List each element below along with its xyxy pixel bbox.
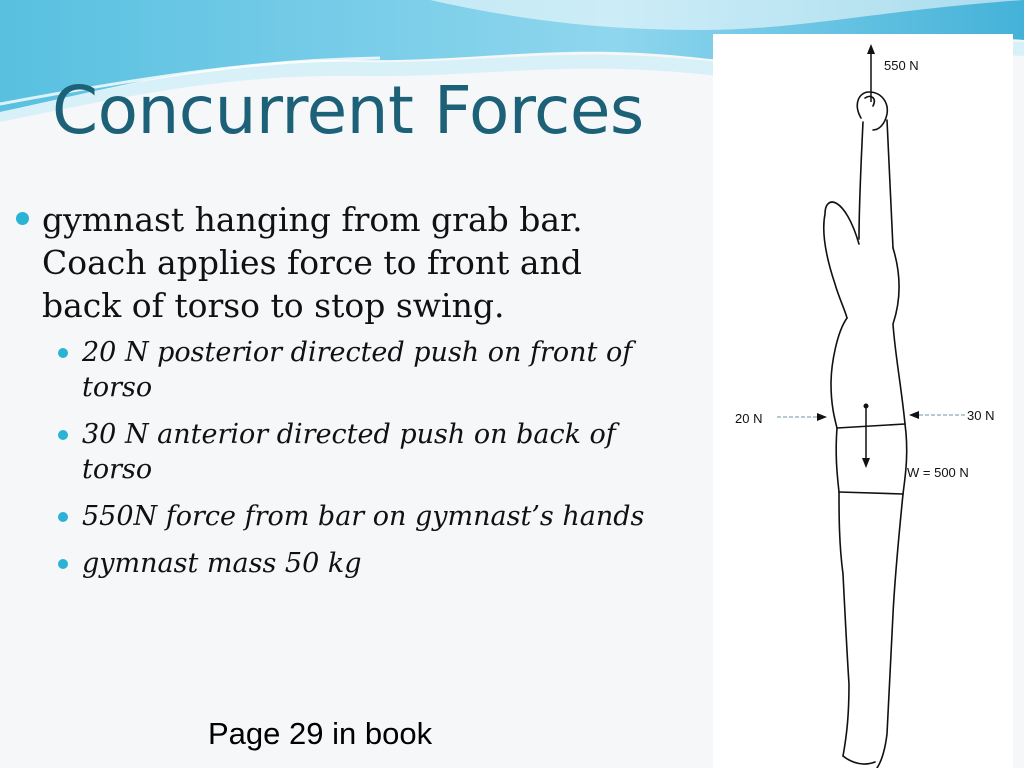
sub-bullet-list <box>14 335 654 581</box>
label-weight: W = 500 N <box>907 465 969 480</box>
sub-bullet-text: 30 N anterior directed push on back of torso <box>82 419 616 485</box>
sub-bullet-text: gymnast mass 50 kg <box>82 548 362 579</box>
arrow-30n-icon <box>909 411 965 419</box>
torso-outline <box>831 318 847 428</box>
bullet-dot-icon <box>58 348 68 358</box>
page-reference: Page 29 in book <box>208 716 433 751</box>
sub-bullet <box>82 499 654 534</box>
sub-bullet-text: 550N force from bar on gymnast’s hands <box>82 501 645 532</box>
label-30n: 30 N <box>967 408 995 423</box>
bullet-dot-icon <box>58 430 68 440</box>
label-550n: 550 N <box>884 58 919 73</box>
main-bullet-text: gymnast hanging from grab bar. Coach applies force to front and back of torso to stop swing. <box>42 200 583 325</box>
head-outline <box>824 202 859 318</box>
arm-outline <box>859 122 863 239</box>
label-20n: 20 N <box>735 411 763 426</box>
arrow-20n-icon <box>777 413 827 421</box>
sub-bullet <box>82 417 654 487</box>
arrow-weight-icon <box>862 404 870 469</box>
bullet-dot-icon <box>58 512 68 522</box>
bullet-dot-icon <box>16 212 29 225</box>
gymnast-figure-drawing <box>713 34 1013 768</box>
legs-outline <box>839 492 849 756</box>
bullet-dot-icon <box>58 559 68 569</box>
sub-bullet <box>82 546 654 581</box>
bullet-content <box>14 198 654 593</box>
sub-bullet-text: 20 N posterior directed push on front of torso <box>82 337 633 403</box>
gymnast-force-diagram <box>713 34 1013 768</box>
shorts-outline <box>837 424 905 428</box>
sub-bullet <box>82 335 654 405</box>
main-bullet <box>14 198 654 327</box>
slide-title: Concurrent Forces <box>52 72 644 149</box>
